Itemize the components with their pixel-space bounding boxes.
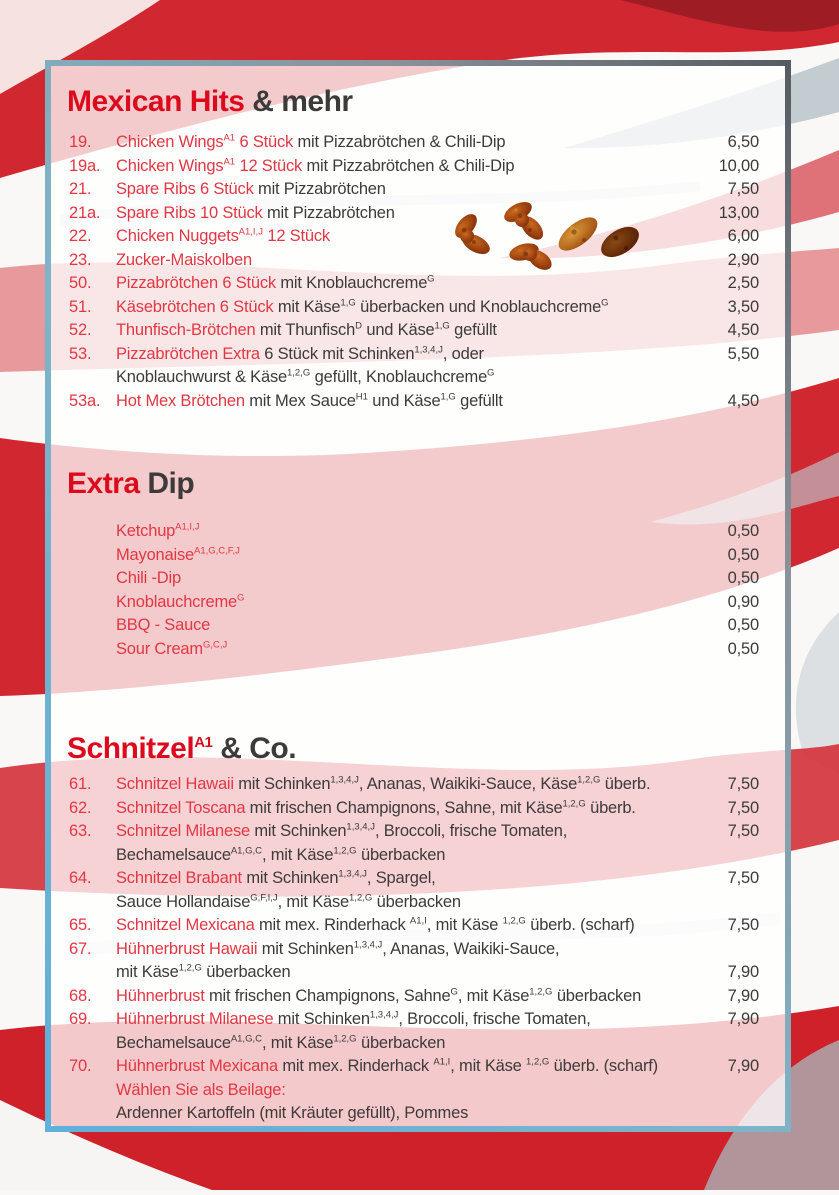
text-segment: 1,3,4,J — [414, 344, 443, 355]
text-segment: 1,2,G — [178, 962, 202, 974]
item-text — [116, 296, 707, 320]
text-segment: H1 — [355, 391, 368, 402]
item-number: 67. — [69, 939, 92, 958]
text-segment: Hühnerbrust Hawaii — [116, 939, 258, 958]
section-mexican-hits — [69, 84, 759, 413]
menu-item-row — [69, 914, 759, 938]
text-segment: G,F,I,J — [250, 892, 278, 903]
menu-item-row — [69, 319, 759, 343]
text-segment: , Spargel, — [366, 869, 436, 887]
text-segment: 1,3,4,J — [353, 939, 383, 950]
text-segment: mit frischen Champignons, Sahne, mit Käse — [245, 798, 563, 817]
text-segment: 1,3,4,J — [346, 821, 375, 833]
text-segment: Chicken Nuggets — [116, 227, 239, 245]
item-price: 7,90 — [727, 1057, 759, 1075]
text-segment: Pizzabrötchen 6 Stück — [116, 274, 276, 292]
item-number: 19. — [69, 133, 92, 151]
text-segment: Mayonaise — [116, 545, 194, 564]
menu-item-row — [69, 1055, 759, 1079]
text-segment: Sauce Hollandaise — [116, 892, 251, 911]
text-segment: Hühnerbrust Milanese — [116, 1010, 274, 1028]
text-segment: 1,3,4,J — [369, 1009, 399, 1021]
section-schnitzel — [69, 731, 759, 1126]
menu-item-row — [69, 820, 759, 867]
item-price: 0,50 — [727, 569, 759, 587]
item-text — [116, 390, 707, 414]
item-text — [116, 520, 707, 544]
item-price: 6,00 — [727, 227, 759, 245]
item-text — [116, 178, 707, 202]
menu-item-row — [69, 1102, 759, 1126]
text-segment: G,C,J — [202, 639, 228, 650]
text-segment: & Co. — [212, 732, 297, 765]
item-number: 65. — [69, 916, 92, 934]
menu-items-mexican-hits — [69, 131, 759, 413]
item-text — [116, 614, 707, 638]
item-text — [116, 225, 707, 249]
menu-item-row — [69, 1079, 759, 1103]
menu-item-row — [69, 178, 759, 202]
item-number: 23. — [69, 250, 92, 269]
text-segment: mit Pizzabrötchen & Chili-Dip — [302, 156, 515, 175]
text-segment: Knoblauchcreme — [116, 592, 238, 611]
text-segment: gefüllt — [449, 321, 497, 339]
text-segment: Bechamelsauce — [116, 1033, 231, 1052]
text-segment: überb. — [585, 798, 636, 817]
text-segment: Schnitzel Brabant — [116, 869, 242, 887]
text-segment: Chicken Wings — [116, 133, 224, 151]
text-segment: mit Käse — [116, 963, 179, 981]
item-text — [116, 638, 707, 662]
item-number: 53a. — [69, 391, 101, 410]
text-segment: Hot Mex Brötchen — [116, 391, 245, 410]
text-segment: 1,2,G — [333, 1033, 357, 1044]
text-segment: A1 — [194, 734, 213, 751]
text-segment: und Käse — [361, 321, 435, 339]
menu-item-row — [69, 567, 759, 591]
menu-item-row — [69, 1008, 759, 1055]
text-segment: mit Knoblauchcreme — [275, 274, 428, 292]
text-segment: mit Schinken — [249, 822, 347, 840]
text-segment: , mit Käse — [261, 1033, 334, 1052]
item-number: 19a. — [69, 156, 101, 175]
item-text — [116, 1102, 707, 1126]
text-segment: überbacken — [356, 1033, 446, 1052]
text-segment: G — [487, 367, 495, 379]
item-price: 7,90 — [727, 963, 759, 981]
text-segment: A1,G,C,F,J — [194, 545, 240, 556]
text-segment: Dip — [139, 467, 195, 500]
item-price: 6,50 — [727, 133, 759, 151]
section-extra-dip — [69, 466, 759, 661]
text-segment: Schnitzel — [67, 732, 195, 765]
item-text — [116, 1055, 707, 1079]
section-title-schnitzel — [67, 731, 759, 767]
text-segment: gefüllt — [455, 391, 503, 410]
text-segment: Zucker-Maiskolben — [116, 250, 252, 269]
text-segment: Spare Ribs 6 Stück — [116, 180, 254, 198]
text-segment: 1,3,4,J — [338, 868, 367, 880]
text-segment: 1,2,G — [529, 986, 553, 997]
text-segment: Extra — [67, 467, 140, 500]
item-number: 50. — [69, 274, 92, 292]
text-segment: mit Thunfisch — [255, 321, 356, 339]
item-text — [116, 773, 707, 797]
menu-item-row — [69, 390, 759, 414]
text-segment: mit Pizzabrötchen — [262, 203, 395, 222]
menu-items-extra-dip — [69, 520, 759, 661]
text-segment: , mit Käse — [426, 916, 503, 934]
text-segment: G — [427, 273, 435, 285]
item-price: 4,50 — [727, 391, 759, 410]
text-segment: , oder — [442, 344, 484, 363]
text-segment: D — [355, 320, 362, 332]
item-price: 7,50 — [727, 822, 759, 840]
text-segment: gefüllt, Knoblauchcreme — [310, 368, 488, 386]
text-segment: Käsebrötchen 6 Stück — [116, 297, 274, 316]
item-price: 4,50 — [727, 321, 759, 339]
item-price: 0,50 — [727, 616, 759, 634]
item-price: 7,50 — [727, 869, 759, 887]
item-text — [116, 131, 707, 155]
menu-panel — [45, 60, 791, 1132]
item-price: 2,90 — [727, 250, 759, 269]
item-text — [116, 591, 707, 615]
menu-item-row — [69, 225, 759, 249]
item-price: 2,50 — [727, 274, 759, 292]
text-segment: 1,2,G — [562, 798, 586, 809]
item-number: 52. — [69, 321, 92, 339]
text-segment: Pizzabrötchen Extra — [116, 344, 260, 363]
text-segment: Sour Cream — [116, 639, 203, 658]
menu-items-schnitzel — [69, 773, 759, 1126]
item-number: 22. — [69, 227, 92, 245]
text-segment: mit Pizzabrötchen & Chili-Dip — [293, 133, 506, 151]
text-segment: , Broccoli, frische Tomaten, — [398, 1010, 591, 1028]
text-segment: Ketchup — [116, 522, 176, 540]
menu-item-row — [69, 614, 759, 638]
menu-item-row — [69, 867, 759, 914]
text-segment: G — [450, 986, 458, 997]
text-segment: Knoblauchwurst & Käse — [116, 368, 287, 386]
text-segment: Wählen Sie als Beilage: — [116, 1080, 286, 1099]
text-segment: & mehr — [244, 85, 353, 118]
text-segment: überb. (scharf) — [525, 916, 635, 934]
text-segment: A1,G,C — [230, 1033, 262, 1044]
item-text — [116, 155, 707, 179]
text-segment: überbacken — [552, 986, 642, 1005]
item-price: 7,50 — [727, 916, 759, 934]
text-segment: Bechamelsauce — [116, 845, 231, 864]
text-segment: G — [237, 592, 245, 603]
text-segment: mit Pizzabrötchen — [253, 180, 386, 198]
item-number: 62. — [69, 798, 92, 817]
text-segment: 12 Stück — [262, 227, 330, 245]
text-segment: überbacken und Knoblauchcreme — [355, 297, 602, 316]
item-number: 64. — [69, 869, 92, 887]
item-text — [116, 938, 707, 985]
item-number: 70. — [69, 1057, 92, 1075]
item-price: 7,90 — [727, 986, 759, 1005]
text-segment: 6 Stück mit Schinken — [259, 344, 415, 363]
item-number: 63. — [69, 822, 92, 840]
text-segment: A1,I — [433, 1056, 451, 1068]
item-price: 13,00 — [718, 203, 759, 222]
text-segment: mit Schinken — [273, 1010, 370, 1028]
text-segment: Schnitzel Hawaii — [116, 775, 234, 793]
item-text — [116, 567, 707, 591]
item-price: 7,50 — [727, 798, 759, 817]
text-segment: mit Schinken — [257, 939, 354, 958]
text-segment: , mit Käse — [457, 986, 530, 1005]
item-text — [116, 820, 707, 867]
text-segment: 1,G — [340, 297, 356, 308]
text-segment: mit Käse — [273, 297, 341, 316]
text-segment: Schnitzel Toscana — [116, 798, 246, 817]
item-number: 61. — [69, 775, 92, 793]
text-segment: , mit Käse — [450, 1057, 527, 1075]
text-segment: , Ananas, Waikiki-Sauce, Käse — [358, 775, 578, 793]
item-number: 68. — [69, 986, 92, 1005]
text-segment: mit Schinken — [241, 869, 339, 887]
item-number: 69. — [69, 1010, 92, 1028]
item-text — [116, 914, 707, 938]
item-price: 10,00 — [718, 156, 759, 175]
text-segment: Mexican Hits — [67, 85, 245, 118]
text-segment: 1,2,G — [502, 915, 526, 927]
text-segment: , mit Käse — [261, 845, 334, 864]
text-segment: Chicken Wings — [116, 156, 224, 175]
item-number: 21a. — [69, 203, 101, 222]
text-segment: 1,2,G — [526, 1056, 550, 1068]
text-segment: 6 Stück — [235, 133, 294, 151]
text-segment: BBQ - Sauce — [116, 616, 211, 634]
menu-item-row — [69, 985, 759, 1009]
item-text — [116, 985, 707, 1009]
text-segment: überb. (scharf) — [549, 1057, 658, 1075]
text-segment: mit Schinken — [233, 775, 331, 793]
text-segment: Spare Ribs 10 Stück — [116, 203, 263, 222]
text-segment: , mit Käse — [277, 892, 350, 911]
text-segment: 1,2,G — [333, 845, 357, 856]
text-segment: 1,G — [434, 320, 450, 332]
text-segment: mit frischen Champignons, Sahne — [204, 986, 451, 1005]
text-segment: 1,G — [440, 391, 456, 402]
menu-item-row — [69, 343, 759, 390]
item-price: 0,90 — [727, 592, 759, 611]
text-segment: Schnitzel Milanese — [116, 822, 250, 840]
text-segment: und Käse — [367, 391, 441, 410]
text-segment: A1,I,J — [238, 226, 263, 238]
text-segment: überb. — [600, 775, 651, 793]
text-segment: überbacken — [372, 892, 461, 911]
text-segment: Schnitzel Mexicana — [116, 916, 255, 934]
menu-item-row — [69, 520, 759, 544]
item-price: 7,90 — [727, 1010, 759, 1028]
menu-item-row — [69, 155, 759, 179]
text-segment: Chili -Dip — [116, 569, 181, 587]
section-title-extra-dip — [67, 466, 759, 502]
item-price: 0,50 — [727, 545, 759, 564]
text-segment: 1,2,G — [349, 892, 373, 903]
item-text — [116, 1079, 707, 1103]
item-text — [116, 1008, 707, 1055]
text-segment: A1,G,C — [230, 845, 262, 856]
text-segment: , Broccoli, frische Tomaten, — [374, 822, 568, 840]
section-title-mexican-hits — [67, 84, 759, 120]
menu-item-row — [69, 272, 759, 296]
item-price: 3,50 — [727, 297, 759, 316]
text-segment: mit Mex Sauce — [244, 391, 356, 410]
item-price: 0,50 — [727, 639, 759, 658]
item-number: 51. — [69, 297, 92, 316]
text-segment: Ardenner Kartoffeln (mit Kräuter gefüllt), Pommes — [116, 1104, 469, 1122]
menu-item-row — [69, 544, 759, 568]
item-text — [116, 867, 707, 914]
menu-item-row — [69, 296, 759, 320]
text-segment: A1 — [223, 132, 236, 144]
item-price: 7,50 — [727, 775, 759, 793]
item-text — [116, 249, 707, 273]
item-text — [116, 544, 707, 568]
item-number: 53. — [69, 344, 92, 363]
item-text — [116, 797, 707, 821]
menu-item-row — [69, 797, 759, 821]
text-segment: mit mex. Rinderhack — [278, 1057, 434, 1075]
text-segment: Hühnerbrust — [116, 986, 205, 1005]
text-segment: Thunfisch-Brötchen — [116, 321, 256, 339]
text-segment: A1,I,J — [175, 521, 200, 533]
menu-item-row — [69, 131, 759, 155]
menu-item-row — [69, 249, 759, 273]
text-segment: mit mex. Rinderhack — [254, 916, 410, 934]
text-segment: 1,2,G — [577, 774, 601, 786]
text-segment: überbacken — [201, 963, 291, 981]
item-text — [116, 202, 707, 226]
text-segment: 12 Stück — [235, 156, 303, 175]
menu-item-row — [69, 638, 759, 662]
menu-item-row — [69, 591, 759, 615]
item-number: 21. — [69, 180, 92, 198]
item-text — [116, 343, 707, 390]
menu-item-row — [69, 202, 759, 226]
text-segment: , Ananas, Waikiki-Sauce, — [382, 939, 560, 958]
item-price: 0,50 — [727, 522, 759, 540]
item-text — [116, 272, 707, 296]
menu-item-row — [69, 938, 759, 985]
text-segment: 1,3,4,J — [330, 774, 359, 786]
text-segment: Hühnerbrust Mexicana — [116, 1057, 278, 1075]
text-segment: überbacken — [356, 845, 446, 864]
text-segment: A1,I — [409, 915, 427, 927]
item-price: 7,50 — [727, 180, 759, 198]
menu-item-row — [69, 773, 759, 797]
item-text — [116, 319, 707, 343]
text-segment: G — [601, 297, 609, 308]
text-segment: A1 — [223, 156, 236, 167]
text-segment: 1,2,G — [286, 367, 311, 379]
item-price: 5,50 — [727, 344, 759, 363]
